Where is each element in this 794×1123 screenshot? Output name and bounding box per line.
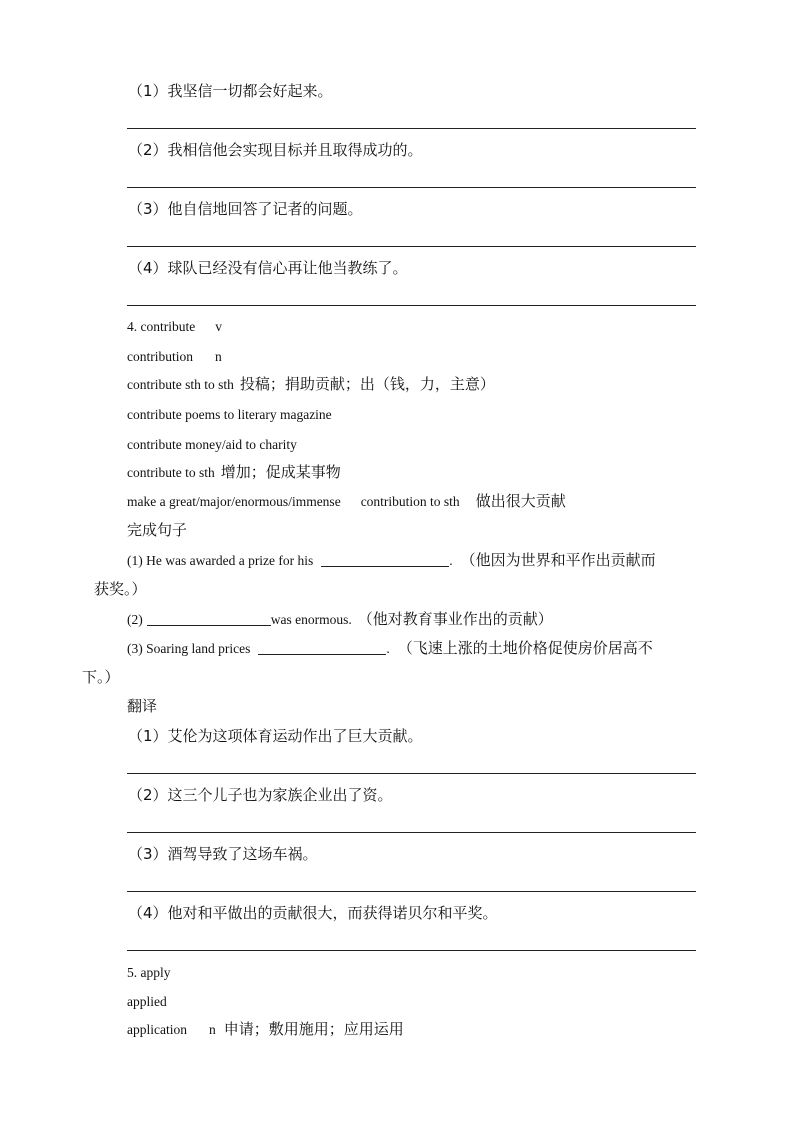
vocab-form: applied	[127, 994, 167, 1009]
part-of-speech: v	[215, 319, 222, 334]
phrase-meaning: 申请；敷用施用；应用运用	[223, 1020, 404, 1038]
example-line: contribute poems to literary magazine	[127, 407, 332, 422]
phrase-meaning: 增加；促成某事物	[220, 463, 341, 481]
answer-line	[127, 891, 696, 892]
phrase-line	[127, 490, 566, 513]
phrase-meaning: 做出很大贡献	[475, 492, 566, 510]
example-line: contribute money/aid to charity	[127, 437, 297, 452]
sentence-hint: （飞速上涨的土地价格促使房价居高不	[397, 639, 653, 657]
sentence-hint: （他因为世界和平作出贡献而	[460, 551, 656, 569]
vocab-noun-line	[127, 346, 222, 368]
vocab-noun: contribution	[127, 349, 193, 364]
phrase-en: make a great/major/enormous/immense	[127, 494, 341, 509]
translation-item: （3）酒驾导致了这场车祸。	[128, 845, 318, 863]
answer-line	[127, 305, 696, 306]
sentence-end: .	[449, 553, 453, 568]
vocab-heading: 5. apply	[127, 965, 171, 980]
sentence-text: was enormous.	[270, 612, 352, 627]
answer-line	[127, 773, 696, 774]
answer-line	[127, 246, 696, 247]
sentence-text: (3) Soaring land prices	[127, 641, 251, 656]
exercise-heading: 完成句子	[127, 521, 188, 539]
fill-blank[interactable]	[321, 552, 449, 567]
exercise-sentence	[127, 549, 656, 572]
answer-line	[127, 128, 696, 129]
translation-item: （1）艾伦为这项体育运动作出了巨大贡献。	[128, 727, 423, 745]
exercise-heading: 翻译	[127, 697, 158, 715]
sentence-end: .	[386, 641, 390, 656]
exercise-sentence	[127, 608, 553, 631]
answer-line	[127, 832, 696, 833]
phrase-en-cont: contribution to sth	[360, 494, 460, 509]
sentence-hint-cont: 下。）	[82, 668, 120, 686]
vocab-noun-line	[127, 1018, 404, 1041]
part-of-speech: n	[215, 349, 222, 364]
sentence-hint: （他对教育事业作出的贡献）	[357, 610, 553, 628]
fill-blank[interactable]	[258, 640, 386, 655]
sentence-text: (1) He was awarded a prize for his	[127, 553, 314, 568]
translation-item: （1）我坚信一切都会好起来。	[128, 82, 333, 100]
vocab-noun: application	[127, 1022, 187, 1037]
translation-item: （2）这三个儿子也为家族企业出了资。	[128, 786, 393, 804]
vocab-word: 4. contribute	[127, 319, 196, 334]
answer-line	[127, 187, 696, 188]
translation-item: （4）他对和平做出的贡献很大，而获得诺贝尔和平奖。	[128, 904, 498, 922]
sentence-text: (2)	[127, 612, 143, 627]
answer-line	[127, 950, 696, 951]
fill-blank[interactable]	[147, 611, 271, 626]
phrase-meaning: 投稿；捐助贡献；出（钱，力，主意）	[239, 375, 495, 393]
phrase-en: contribute to sth	[127, 465, 215, 480]
translation-item: （2）我相信他会实现目标并且取得成功的。	[128, 141, 423, 159]
phrase-line	[127, 373, 495, 396]
sentence-hint-cont: 获奖。）	[94, 580, 147, 598]
part-of-speech: n	[208, 1022, 216, 1037]
exercise-sentence	[127, 637, 653, 660]
translation-item: （4）球队已经没有信心再让他当教练了。	[128, 259, 408, 277]
translation-item: （3）他自信地回答了记者的问题。	[128, 200, 363, 218]
phrase-line	[127, 461, 341, 484]
vocab-heading	[127, 316, 222, 338]
phrase-en: contribute sth to sth	[127, 377, 234, 392]
